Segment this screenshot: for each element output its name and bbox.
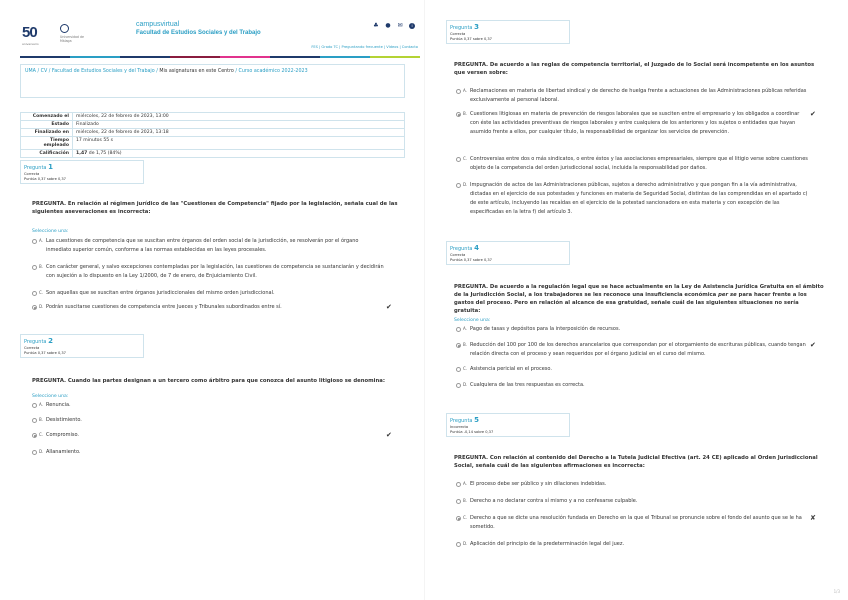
answer-option[interactable]: C. Controversias entre dos o más sindicatos, o entre éstos y las asociaciones empresariales, siempre que el litigio verse sobre cuestiones objeto de la competencia del orden jurisdiccional social, incluida la responsabilidad por daños. (456, 155, 808, 173)
question-text: PREGUNTA. Cuando las partes designan a un tercero como árbitro para que conozca del asunto litigioso se denomina: (32, 378, 385, 384)
breadcrumb-item[interactable]: UMA (25, 69, 36, 74)
question-points: Puntúa 0,37 sobre 0,37 (24, 177, 66, 181)
question-status: Correcta (450, 253, 466, 257)
color-bar-segment (220, 56, 270, 58)
question-number: Pregunta 3 (450, 23, 479, 31)
radio-button-selected[interactable] (456, 343, 461, 348)
radio-button-selected[interactable] (32, 433, 37, 438)
question-info (446, 413, 570, 437)
question-number: Pregunta 5 (450, 416, 479, 424)
answer-option[interactable]: C. Compromiso. (32, 431, 384, 440)
answer-option[interactable]: D. Allanamiento. (32, 448, 384, 457)
summary-key: Comenzado el (21, 113, 73, 121)
correct-check-icon: ✔ (810, 110, 816, 118)
right-page (444, 0, 844, 600)
summary-key: Estado (21, 121, 73, 129)
question-info (20, 334, 144, 358)
table-row (21, 129, 405, 137)
select-one-label: Seleccione una: (454, 318, 491, 323)
radio-button[interactable] (456, 183, 461, 188)
summary-value: 1,47 de 1,75 (84%) (73, 150, 405, 158)
radio-button[interactable] (456, 157, 461, 162)
table-row (21, 121, 405, 129)
breadcrumb-item[interactable]: CV (40, 69, 48, 74)
question-info (446, 241, 570, 265)
radio-button[interactable] (32, 418, 37, 423)
faculty-title[interactable]: Facultad de Estudios Sociales y del Trabajo (136, 30, 261, 36)
question-status: Correcta (24, 172, 40, 176)
question-status: Incorrecta (450, 425, 469, 429)
site-title[interactable]: campusvirtual (136, 21, 180, 28)
color-bar-segment (170, 56, 220, 58)
radio-button-selected[interactable] (456, 516, 461, 521)
left-page (20, 0, 420, 600)
summary-key: Calificación (21, 150, 73, 158)
answer-option[interactable]: D. Podrán suscitarse cuestiones de competencia entre Jueces y Tribunales subordinados entre sí. (32, 303, 384, 312)
question-points: Puntúa -0,14 sobre 0,37 (450, 430, 494, 434)
breadcrumb: UMA / CV / Facultad de Estudios Sociales y del Trabajo / Mis asignaturas en este Centro / Curso académico 2022-2023 (25, 69, 308, 74)
question-info (446, 20, 570, 44)
question-info (20, 160, 144, 184)
radio-button[interactable] (32, 403, 37, 408)
summary-key: Finalizado en (21, 129, 73, 137)
answer-option[interactable]: B. Cuestiones litigiosas en materia de prevención de riesgos laborales que se susciten entre el empresario y los obligados a coordinar con éste las actividades preventivas de riesgos laborales y entre cualquiera de los anteriores y los sujetos o entidades que hayan asumido frente a ellos, por cualquier título, la responsabilidad de organizar los servicios de prevención. (456, 110, 808, 137)
table-row (21, 113, 405, 121)
summary-value: miércoles, 22 de febrero de 2023, 13:18 (73, 129, 405, 137)
mail-icon[interactable]: ✉ (397, 22, 403, 29)
incorrect-cross-icon: ✘ (810, 514, 816, 522)
answer-option[interactable]: C. Son aquellas que se suscitan entre órganos jurisdiccionales del mismo orden jurisdiccional. (32, 289, 384, 298)
select-one-label: Seleccione una: (32, 394, 69, 399)
color-bar-segment (20, 56, 70, 58)
page-number: 1/3 (833, 589, 840, 594)
chat-icon[interactable]: ● (385, 22, 391, 29)
color-bar-segment (370, 56, 420, 58)
radio-button[interactable] (32, 265, 37, 270)
radio-button[interactable] (32, 291, 37, 296)
breadcrumb-item[interactable]: Mis asignaturas en este Centro (159, 69, 234, 74)
radio-button[interactable] (456, 383, 461, 388)
university-logo[interactable]: Universidad de Málaga (60, 24, 94, 43)
bell-icon[interactable]: ♣ (373, 22, 379, 29)
correct-check-icon: ✔ (386, 431, 392, 439)
question-text: PREGUNTA. De acuerdo a la regulación legal que se hace actualmente en la Ley de Asistencia Jurídica Gratuita en el ámbito de la Jurisdicción Social, a los trabajadores se les reconoce una insuficiencia económica per se para hacer frente a los gastos del proceso. Pero en relación al alcance de esa gratuidad, señale cuál de las siguientes situaciones no sería gratuita: (454, 284, 824, 314)
table-row (21, 150, 405, 158)
color-bar-segment (270, 56, 320, 58)
anniversary-logo[interactable]: 50 (22, 24, 37, 41)
answer-option[interactable]: D. Impugnación de actos de las Administraciones públicas, sujetos a derecho administrativo y que pongan fin a la vía administrativa, dictadas en el ejercicio de sus potestades y funciones en materia de Seguridad Social, distintas de las comprendidas en el apartado c) de este artículo, incluyendo las recaídas en el ejercicio de la potestad sancionadora en esta materia y con excepción de las especificadas en la letra f) del artículo 3. (456, 181, 808, 217)
radio-button[interactable] (456, 482, 461, 487)
header-icons (373, 23, 415, 29)
question-number: Pregunta 2 (24, 337, 53, 345)
page-divider (424, 0, 425, 600)
question-status: Correcta (24, 346, 40, 350)
question-text: PREGUNTA. De acuerdo a las reglas de competencia territorial, el Juzgado de lo Social será incompetente en los asuntos que versen sobre: (454, 62, 815, 76)
answer-option[interactable]: B. Desistimiento. (32, 416, 384, 425)
radio-button[interactable] (32, 239, 37, 244)
radio-button[interactable] (456, 367, 461, 372)
color-bar-segment (70, 56, 120, 58)
answer-option[interactable]: B. Con carácter general, y salvo excepciones contempladas por la legislación, las cuestiones de competencia se sustanciarán y decidirán con sujeción a lo dispuesto en la Ley 1/2000, de 7 de enero, de Enjuiciamiento Civil. (32, 263, 384, 281)
help-icon[interactable]: i (409, 23, 415, 29)
question-number: Pregunta 1 (24, 163, 53, 171)
summary-value: 17 minutos 55 s (73, 137, 405, 150)
answer-option[interactable]: C. Asistencia pericial en el proceso. (456, 365, 808, 374)
answer-option[interactable]: A. El proceso debe ser público y sin dilaciones indebidas. (456, 480, 808, 489)
question-text: PREGUNTA. Con relación al contenido del Derecho a la Tutela Judicial Efectiva (art. 24 CE) aplicado al Orden Jurisdiccional Social, señala cuál de las siguientes afirmaciones es incorrecta: (454, 455, 818, 469)
select-one-label: Seleccione una: (32, 229, 69, 234)
answer-option[interactable]: A. Renuncia. (32, 401, 384, 410)
breadcrumb-item[interactable]: Facultad de Estudios Sociales y del Trabajo (51, 69, 155, 74)
table-row (21, 137, 405, 150)
correct-check-icon: ✔ (386, 303, 392, 311)
summary-value: Finalizado (73, 121, 405, 129)
answer-option[interactable]: A. Reclamaciones en materia de libertad sindical y de derecho de huelga frente a actuaciones de las Administraciones públicas referidas exclusivamente al personal laboral. (456, 87, 808, 105)
header-links[interactable]: FES | Grado TC | Preguntando frecuente | Vídeos | Contacto (311, 45, 418, 49)
radio-button[interactable] (32, 450, 37, 455)
radio-button[interactable] (456, 542, 461, 547)
radio-button[interactable] (456, 327, 461, 332)
breadcrumb-item[interactable]: Curso académico 2022-2023 (238, 69, 308, 74)
correct-check-icon: ✔ (810, 341, 816, 349)
breadcrumb-box (20, 64, 405, 98)
question-status: Correcta (450, 32, 466, 36)
color-bar-segment (120, 56, 170, 58)
attempt-summary-table (20, 112, 405, 158)
answer-option[interactable]: C. Derecho a que se dicte una resolución fundada en Derecho en la que el Tribunal se pronuncie sobre el fondo del asunto que se le ha sometido. (456, 514, 808, 532)
answer-option[interactable]: D. Cualquiera de las tres respuestas es correcta. (456, 381, 808, 390)
radio-button[interactable] (456, 499, 461, 504)
question-points: Puntúa 0,37 sobre 0,37 (24, 351, 66, 355)
question-text: PREGUNTA. En relación al régimen jurídico de las "Cuestiones de Competencia" fijado por la legislación, señala cual de las siguientes aseveraciones es incorrecta: (32, 201, 398, 215)
university-seal-icon (60, 24, 69, 33)
radio-button[interactable] (456, 89, 461, 94)
answer-option[interactable]: B. Reducción del 100 por 100 de los derechos arancelarios que correspondan por el otorgamiento de escrituras públicas, cuando tengan relación directa con el proceso y sean requeridos por el órgano judicial en el curso del mismo. (456, 341, 808, 359)
answer-option[interactable]: A. Las cuestiones de competencia que se suscitan entre órganos del orden social de la jurisdicción, se resolverán por el órgano inmediato superior común, conforme a las normas establecidas en las leyes procesales. (32, 237, 384, 255)
answer-option[interactable]: D. Aplicación del principio de la predeterminación legal del juez. (456, 540, 808, 549)
answer-option[interactable]: B. Derecho a no declarar contra sí mismo y a no confesarse culpable. (456, 497, 808, 506)
answer-option[interactable]: A. Pago de tasas y depósitos para la interposición de recursos. (456, 325, 808, 334)
color-bar (20, 56, 420, 58)
summary-key: Tiempo empleado (21, 137, 73, 150)
anniversary-logo-sub: aniversario (22, 42, 39, 46)
radio-button-selected[interactable] (456, 112, 461, 117)
question-number: Pregunta 4 (450, 244, 479, 252)
question-points: Puntúa 0,37 sobre 0,37 (450, 258, 492, 262)
site-header (20, 18, 420, 58)
color-bar-segment (320, 56, 370, 58)
radio-button-selected[interactable] (32, 305, 37, 310)
summary-value: miércoles, 22 de febrero de 2023, 13:00 (73, 113, 405, 121)
question-points: Puntúa 0,37 sobre 0,37 (450, 37, 492, 41)
